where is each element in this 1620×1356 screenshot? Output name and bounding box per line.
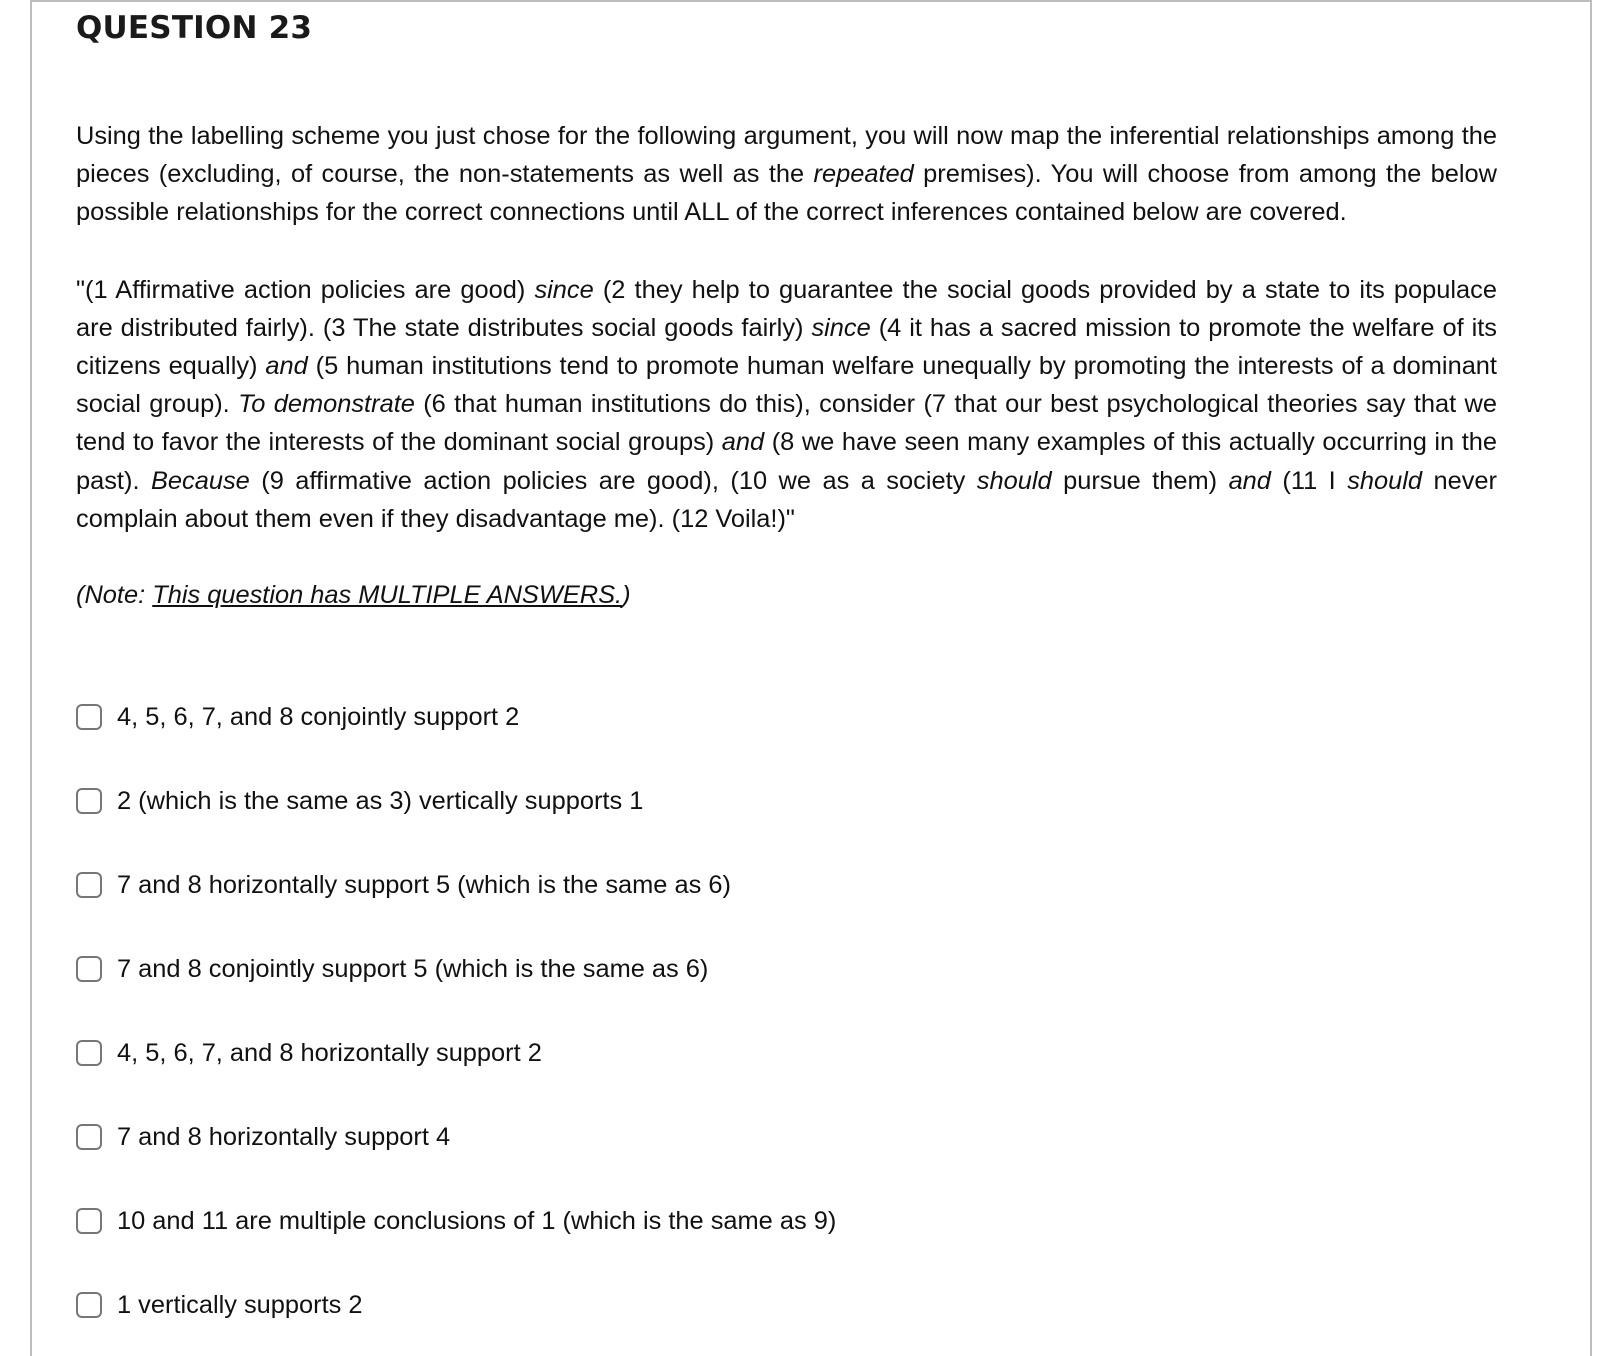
argument-segment: never complain about them even if they disadvantage me). (12 Voila!)"	[76, 466, 1498, 533]
answer-option-label[interactable]: 1 vertically supports 2	[117, 1290, 363, 1319]
argument-indicator: and	[721, 428, 765, 457]
note-prefix: (Note:	[76, 581, 153, 610]
instructions-text: Using the labelling scheme you just chose for the following argument, you will now map the inferential relationships among the pieces (excluding, of course, the non-statements as well as the	[76, 122, 1497, 189]
argument-segment: (6 that human institutions do this), consider (7 that our best psychological theories say that we tend to favor the interests of the dominant social groups)	[76, 390, 1497, 457]
answer-checkbox[interactable]	[76, 872, 102, 898]
answer-checkbox[interactable]	[76, 788, 102, 814]
answer-option-label[interactable]: 7 and 8 conjointly support 5 (which is the same as 6)	[117, 954, 709, 983]
question-title: QUESTION 23	[76, 10, 313, 46]
answer-checkbox[interactable]	[76, 1124, 102, 1150]
argument-segment: (5 human institutions tend to promote human welfare unequally by promoting the interests of a dominant social group).	[76, 352, 1497, 419]
answer-option-label[interactable]: 4, 5, 6, 7, and 8 horizontally support 2	[117, 1038, 542, 1067]
answer-checkbox[interactable]	[76, 704, 102, 730]
instructions-text: premises). You will choose from among the below possible relationships for the correct connections until ALL of the correct inferences contained below are covered.	[76, 160, 1497, 227]
answer-option-label[interactable]: 7 and 8 horizontally support 4	[117, 1122, 451, 1151]
answer-option-label[interactable]: 2 (which is the same as 3) vertically supports 1	[117, 786, 644, 815]
argument-segment: (2 they help to guarantee the social goods provided by a state to its populace are distributed fairly). (3 The state distributes social goods fairly)	[76, 275, 1497, 342]
answer-option[interactable]	[76, 1282, 836, 1328]
answer-checkbox[interactable]	[76, 956, 102, 982]
argument-indicator: To demonstrate	[238, 390, 415, 419]
instructions-emphasis: repeated	[813, 160, 914, 189]
argument-indicator: should	[1347, 466, 1423, 495]
argument-segment: pursue them)	[1051, 466, 1229, 495]
argument-indicator: and	[1228, 466, 1271, 495]
answer-option[interactable]	[76, 778, 836, 824]
answer-option[interactable]	[76, 862, 836, 908]
argument-segment: (11 I	[1270, 466, 1348, 495]
argument-indicator: should	[976, 466, 1052, 495]
answer-option[interactable]	[76, 1114, 836, 1160]
answer-option-label[interactable]: 10 and 11 are multiple conclusions of 1 (which is the same as 9)	[117, 1206, 837, 1235]
note-suffix: )	[622, 581, 631, 610]
answer-option-label[interactable]: 4, 5, 6, 7, and 8 conjointly support 2	[117, 702, 520, 731]
multiple-answers-note	[76, 576, 1497, 614]
answer-checkbox[interactable]	[76, 1208, 102, 1234]
answer-checkbox[interactable]	[76, 1040, 102, 1066]
answer-option-label[interactable]: 7 and 8 horizontally support 5 (which is the same as 6)	[117, 870, 731, 899]
answer-checkbox[interactable]	[76, 1292, 102, 1318]
argument-segment: (9 affirmative action policies are good), (10 we as a society	[249, 466, 977, 495]
answer-options	[76, 694, 836, 1356]
argument-indicator: and	[265, 352, 308, 381]
question-body	[76, 117, 1497, 614]
argument-segment: "(1 Affirmative action policies are good)	[76, 275, 535, 304]
argument-indicator: since	[811, 313, 871, 342]
argument-indicator: since	[534, 275, 594, 304]
argument-text	[76, 271, 1497, 538]
argument-indicator: Because	[150, 466, 250, 495]
answer-option[interactable]	[76, 1030, 836, 1076]
argument-segment: (4 it has a sacred mission to promote the welfare of its citizens equally)	[76, 313, 1497, 381]
answer-option[interactable]	[76, 694, 836, 740]
argument-segment: (8 we have seen many examples of this actually occurring in the past).	[76, 428, 1497, 495]
note-underlined: This question has MULTIPLE ANSWERS.	[152, 581, 623, 610]
answer-option[interactable]	[76, 1198, 836, 1244]
answer-option[interactable]	[76, 946, 836, 992]
question-instructions	[76, 117, 1497, 232]
